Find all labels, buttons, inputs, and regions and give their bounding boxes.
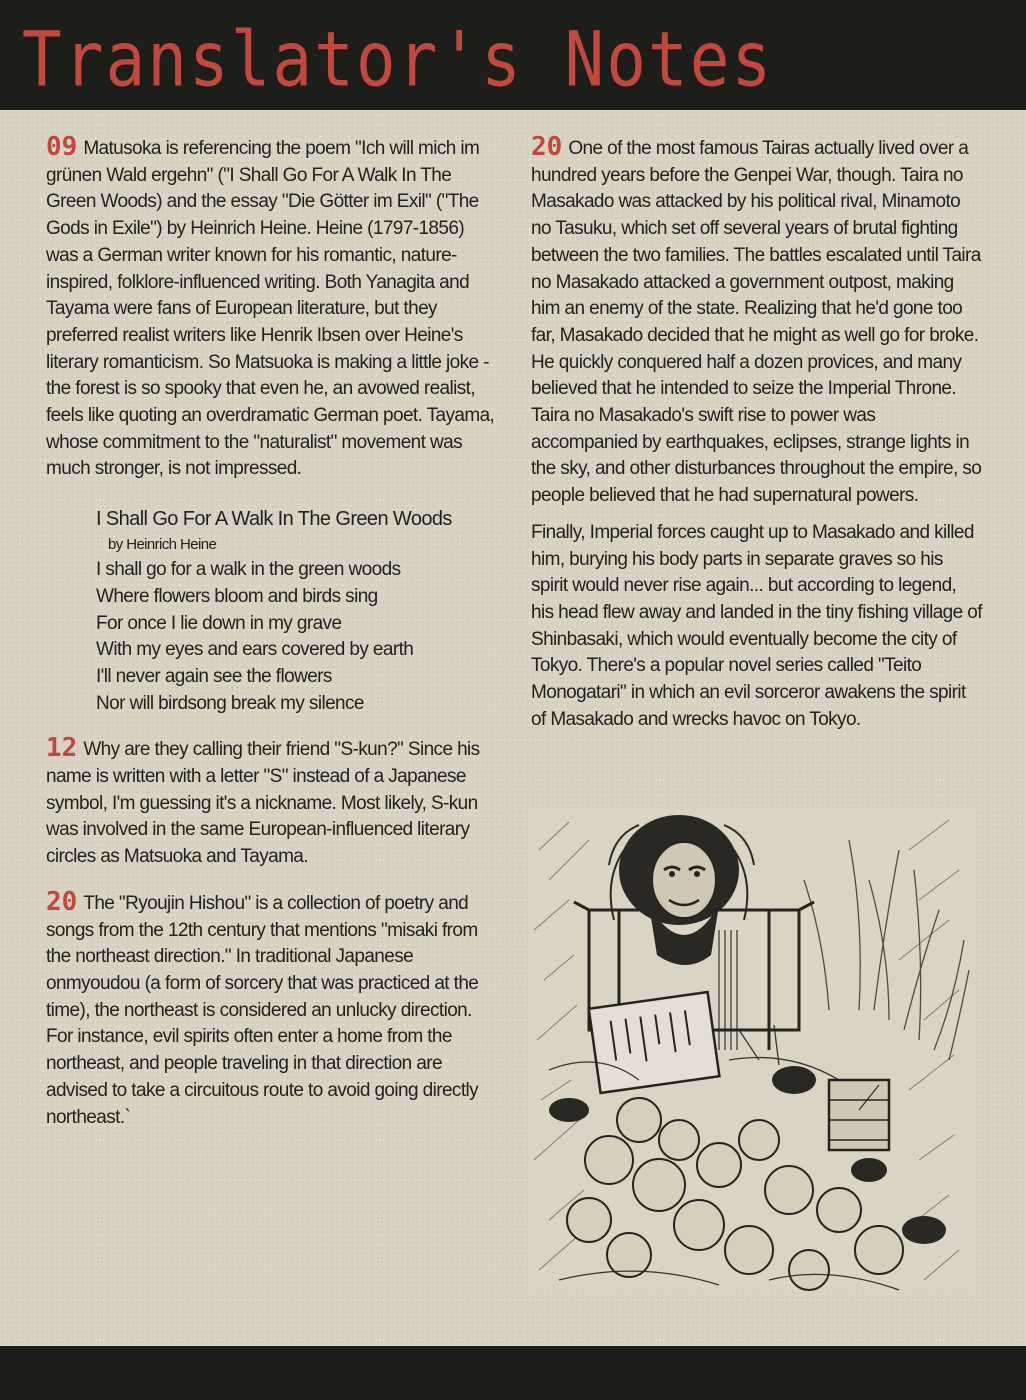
note-20-taira xyxy=(531,134,983,510)
note-text-12: Why are they calling their friend "S-kun?" Since his name is written with a letter "S" instead of a Japanese symbol, I'm guessing it's a nickname. Most likely, S-kun was involved in the same European-influenced literary circles as Matsuoka and Tayama. xyxy=(46,739,480,868)
note-text-20-taira-p1: One of the most famous Tairas actually lived over a hundred years before the Genpei War, though. Taira no Masakado was attacked by his political rival, Minamoto no Tasuku, which set off several years of brutal fighting between the two families. The battles escalated until Taira no Masakado attacked a government outpost, making him an enemy of the state. Realizing that he'd gone too far, Masakado decided that he might as well go for broke. He quickly conquered half a dozen provices, and many believed that he intended to seize the Imperial Throne. Taira no Masakado's swift rise to power was accompanied by earthquakes, eclipses, strange lights in the sky, and other disturbances throughout the empire, so people believed that he had supernatural powers. xyxy=(531,138,982,507)
poem-byline: by Heinrich Heine xyxy=(108,536,217,554)
note-number-20: 20 xyxy=(531,132,563,162)
note-text-20-taira-p2: Finally, Imperial forces caught up to Masakado and killed him, burying his body parts in separate graves so his spirit would never rise again... but according to legend, his head flew away and landed in the tiny fishing village of Shinbasaki, which would eventually become the city of Tokyo. There's a popular novel series called "Teito Monogatari" in which an evil sorceror awakens the spirit of Masakado and wrecks havoc on Tokyo. xyxy=(531,521,982,730)
note-12 xyxy=(46,735,498,871)
poem-block xyxy=(96,505,498,717)
poem-title: I Shall Go For A Walk In The Green Woods xyxy=(96,508,452,531)
poem-line: With my eyes and ears covered by earth xyxy=(96,639,414,661)
note-20-ryoujin xyxy=(46,886,498,1131)
header-bar xyxy=(0,0,1026,110)
poem-line: I shall go for a walk in the green woods xyxy=(96,559,401,581)
masakado-illustration-svg xyxy=(529,810,974,1292)
right-column xyxy=(531,134,983,743)
footer-bar xyxy=(0,1346,1026,1400)
note-text-20-ryoujin: The "Ryoujin Hishou" is a collection of poetry and songs from the 12th century that mentions "misaki from the northeast direction." In traditional Japanese onmyoudou (a form of sorcery that was practiced at the time), the northeast is considered an unlucky direction. For instance, evil spirits often enter a home from the northeast, and people traveling in that direction are advised to take a circuitous route to avoid going directly northeast.` xyxy=(46,892,479,1128)
poem-line: I'll never again see the flowers xyxy=(96,665,332,687)
note-number-20: 20 xyxy=(46,886,78,917)
left-column xyxy=(46,134,498,1149)
poem-line: Where flowers bloom and birds sing xyxy=(96,585,378,607)
note-number-09: 09 xyxy=(46,132,78,162)
poem-line: Nor will birdsong break my silence xyxy=(96,692,364,714)
page-title: Translator's Notes xyxy=(22,15,774,104)
note-text-09: Matusoka is referencing the poem "Ich will mich im grünen Wald ergehn" ("I Shall Go For A Walk In The Green Woods) and the essay "Die Götter im Exil" ("The Gods in Exile") by Heinrich Heine. Heine (1797-1856) was a German writer known for his romantic, nature-inspired, folklore-influenced writing. Both Yanagita and Tayama were fans of European literature, but they preferred realist writers like Henrik Ibsen over Heine's literary romanticism. So Matsuoka is making a little joke - the forest is so spooky that even he, an avowed realist, feels like quoting an overdramatic German poet. Tayama, whose commitment to the "naturalist" movement was much stronger, is not impressed. xyxy=(46,138,495,480)
poem-line: For once I lie down in my grave xyxy=(96,612,342,634)
note-number-12: 12 xyxy=(46,733,78,764)
note-09 xyxy=(46,134,498,483)
masakado-woodblock-illustration xyxy=(529,810,974,1292)
